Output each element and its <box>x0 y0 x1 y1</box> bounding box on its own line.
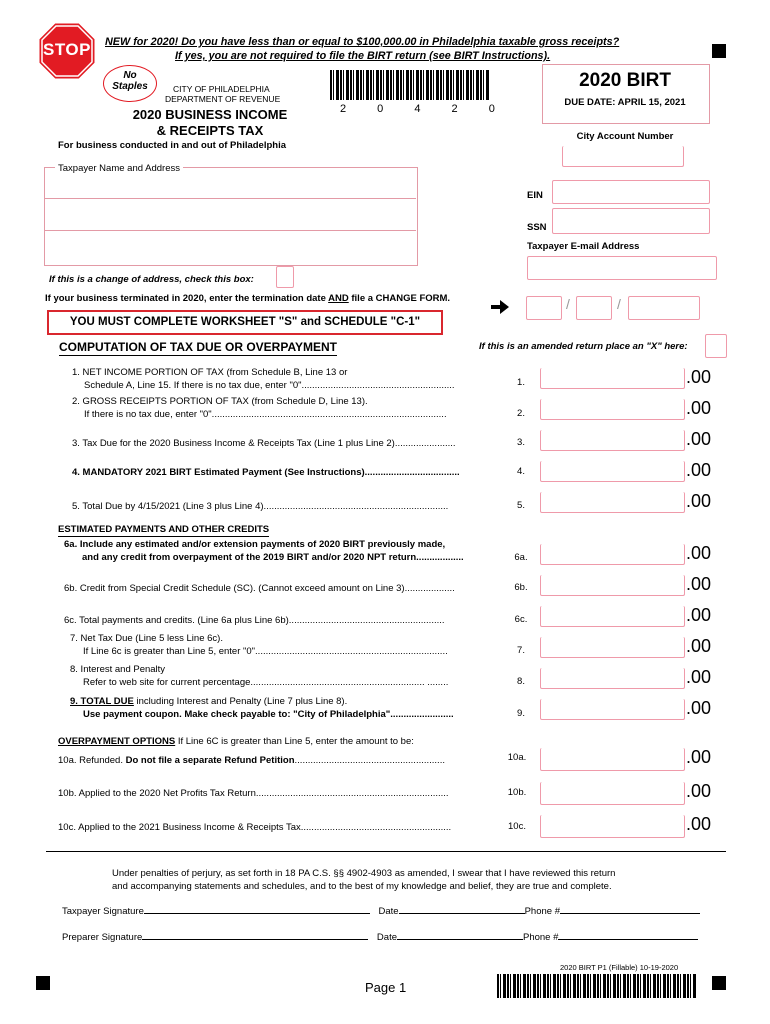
line-4-number: 4. <box>517 466 525 477</box>
section-divider <box>46 851 726 852</box>
line-9-number: 9. <box>517 708 525 719</box>
taxpayer-phone-field[interactable] <box>560 913 700 914</box>
registration-mark-top-right <box>712 44 726 58</box>
not-required-notice: If yes, you are not required to file the BIRT return (see BIRT Instructions). <box>175 50 551 62</box>
arrow-right-icon <box>490 298 510 321</box>
preparer-signature-field[interactable] <box>142 939 368 940</box>
line-6c-number: 6c. <box>514 614 528 625</box>
line-6b-amount-field[interactable] <box>540 575 685 596</box>
date-slash-icon: / <box>566 296 570 312</box>
line-6a-number: 6a. <box>514 552 528 563</box>
address-line-2[interactable] <box>44 230 416 231</box>
line-9-cents: .00 <box>686 698 712 718</box>
preparer-date-field[interactable] <box>397 939 523 940</box>
line-3-number: 3. <box>517 437 525 448</box>
due-date: DUE DATE: APRIL 15, 2021 <box>564 97 686 108</box>
preparer-signature-row: Preparer Signature Date Phone # <box>62 931 698 944</box>
date-slash-icon: / <box>617 296 621 312</box>
line-5-number: 5. <box>517 500 525 511</box>
line-2-label: 2. GROSS RECEIPTS PORTION OF TAX (from Schedule D, Line 13). If there is no tax due, enter "0"......................................................................................... <box>72 396 447 420</box>
line-5-amount-field[interactable] <box>540 492 685 513</box>
line-6c-amount-field[interactable] <box>540 606 685 627</box>
termination-day-field[interactable] <box>576 296 612 320</box>
line-1-amount-field[interactable] <box>540 368 685 389</box>
line-1-number: 1. <box>517 377 525 388</box>
line-8-cents: .00 <box>686 667 712 687</box>
line-8-label: 8. Interest and Penalty Refer to web site for current percentage.................................................................. ........ <box>70 664 449 688</box>
footer-barcode <box>497 974 697 998</box>
line-5-cents: .00 <box>686 491 712 511</box>
line-3-cents: .00 <box>686 429 712 449</box>
line-1-label: 1. NET INCOME PORTION OF TAX (from Schedule B, Line 13 or Schedule A, Line 15. If there is no tax due, enter "0".......................................................... <box>72 367 455 391</box>
line-6c-label: 6c. Total payments and credits. (Line 6a plus Line 6b)........................................................... <box>64 615 445 626</box>
line-10b-amount-field[interactable] <box>540 782 685 805</box>
preparer-phone-field[interactable] <box>558 939 698 940</box>
new-2020-notice: NEW for 2020! Do you have less than or equal to $100,000.00 in Philadelphia taxable gross receipts? <box>105 36 620 48</box>
credits-heading: ESTIMATED PAYMENTS AND OTHER CREDITS <box>58 524 270 535</box>
form-id: 2020 BIRT P1 (Fillable) 10-19-2020 <box>560 963 679 972</box>
line-7-cents: .00 <box>686 636 712 656</box>
line-4-label: 4. MANDATORY 2021 BIRT Estimated Payment (See Instructions).................................... <box>72 467 460 478</box>
taxpayer-date-field[interactable] <box>399 913 525 914</box>
line-1-cents: .00 <box>686 367 712 387</box>
line-6a-label: 6a. Include any estimated and/or extension payments of 2020 BIRT previously made, and any credit from overpayment of the 2019 BIRT and/or 2020 NPT return.................. <box>64 539 464 563</box>
line-7-amount-field[interactable] <box>540 637 685 658</box>
taxpayer-signature-field[interactable] <box>144 913 370 914</box>
termination-label: If your business terminated in 2020, enter the termination date AND file a CHANGE FORM. <box>45 293 451 304</box>
line-2-number: 2. <box>517 408 525 419</box>
declaration-line-2: and accompanying statements and schedules, and to the best of my knowledge and belief, they are true and complete. <box>112 881 612 892</box>
line-7-label: 7. Net Tax Due (Line 5 less Line 6c). If Line 6c is greater than Line 5, enter "0"......................................................................... <box>70 633 448 657</box>
line-9-amount-field[interactable] <box>540 699 685 720</box>
city-account-label: City Account Number <box>576 131 674 142</box>
declaration-line-1: Under penalties of perjury, as set forth in 18 PA C.S. §§ 4902-4903 as amended, I swear that I have reviewed this return <box>112 868 616 879</box>
line-10c-label: 10c. Applied to the 2021 Business Income & Receipts Tax......................................................... <box>58 822 452 833</box>
line-10a-cents: .00 <box>686 747 712 767</box>
barcode-digits: 2 0 4 2 0 <box>340 103 509 115</box>
line-6a-amount-field[interactable] <box>540 544 685 565</box>
line-10b-label: 10b. Applied to the 2020 Net Profits Tax Return......................................................................... <box>58 788 449 799</box>
line-6a-cents: .00 <box>686 543 712 563</box>
year-title: 2020 BIRT <box>579 70 671 91</box>
taxpayer-signature-row: Taxpayer Signature Date Phone # <box>62 905 700 918</box>
line-6b-label: 6b. Credit from Special Credit Schedule (SC). (Cannot exceed amount on Line 3)................... <box>64 583 455 594</box>
overpayment-options: OVERPAYMENT OPTIONS If Line 6C is greater than Line 5, enter the amount to be: <box>58 736 414 747</box>
line-6b-cents: .00 <box>686 574 712 594</box>
email-label: Taxpayer E-mail Address <box>527 241 640 252</box>
form-subtitle: For business conducted in and out of Philadelphia <box>58 140 287 151</box>
line-5-label: 5. Total Due by 4/15/2021 (Line 3 plus Line 4)...................................................................... <box>72 501 449 512</box>
line-10a-label: 10a. Refunded. Do not file a separate Refund Petition......................................................... <box>58 755 445 766</box>
ssn-field[interactable] <box>552 208 710 234</box>
line-8-amount-field[interactable] <box>540 668 685 689</box>
department-name: DEPARTMENT OF REVENUE <box>165 94 281 104</box>
line-2-cents: .00 <box>686 398 712 418</box>
stop-sign-icon <box>38 22 96 80</box>
line-2-amount-field[interactable] <box>540 399 685 420</box>
line-6b-number: 6b. <box>514 582 528 593</box>
ein-field[interactable] <box>552 180 710 204</box>
form-title-line1: 2020 BUSINESS INCOME <box>132 107 288 122</box>
registration-mark-bottom-left <box>36 976 50 990</box>
form-title-line2: & RECEIPTS TAX <box>156 123 264 138</box>
line-3-label: 3. Tax Due for the 2020 Business Income & Receipts Tax (Line 1 plus Line 2)....................... <box>72 438 456 449</box>
page-number: Page 1 <box>365 980 407 995</box>
address-line-1[interactable] <box>44 198 416 199</box>
line-10c-amount-field[interactable] <box>540 815 685 838</box>
city-account-number-field[interactable] <box>562 146 684 167</box>
worksheet-notice: YOU MUST COMPLETE WORKSHEET "S" and SCHEDULE "C-1" <box>47 310 443 335</box>
taxpayer-address-box <box>44 167 418 266</box>
form-barcode <box>330 70 490 100</box>
line-10c-number: 10c. <box>508 821 526 832</box>
line-10a-number: 10a. <box>507 752 527 763</box>
line-8-number: 8. <box>517 676 525 687</box>
line-7-number: 7. <box>517 645 525 656</box>
line-10b-cents: .00 <box>686 781 712 801</box>
termination-month-field[interactable] <box>526 296 562 320</box>
line-3-amount-field[interactable] <box>540 430 685 451</box>
line-10c-cents: .00 <box>686 814 712 834</box>
ssn-label: SSN <box>527 222 547 233</box>
registration-mark-bottom-right <box>712 976 726 990</box>
amended-label: If this is an amended return place an "X" here: <box>479 341 688 352</box>
ein-label: EIN <box>527 190 543 201</box>
city-name: CITY OF PHILADELPHIA <box>173 84 270 94</box>
amended-checkbox[interactable] <box>705 334 727 358</box>
no-staples-badge: No Staples <box>103 65 157 102</box>
address-change-label: If this is a change of address, check this box: <box>49 274 254 285</box>
line-4-amount-field[interactable] <box>540 461 685 482</box>
line-10a-amount-field[interactable] <box>540 748 685 771</box>
line-4-cents: .00 <box>686 460 712 480</box>
address-change-checkbox[interactable] <box>276 266 294 288</box>
termination-year-field[interactable] <box>628 296 700 320</box>
computation-heading: COMPUTATION OF TAX DUE OR OVERPAYMENT <box>59 340 338 354</box>
line-10b-number: 10b. <box>507 787 527 798</box>
email-field[interactable] <box>527 256 717 280</box>
stop-sign-text: STOP <box>43 40 91 59</box>
taxpayer-name-address-label: Taxpayer Name and Address <box>55 162 183 175</box>
line-9-label: 9. TOTAL DUE including Interest and Penalty (Line 7 plus Line 8). Use payment coupon. Make check payable to: "City of Philadelphia"........................ <box>70 696 454 720</box>
line-6c-cents: .00 <box>686 605 712 625</box>
